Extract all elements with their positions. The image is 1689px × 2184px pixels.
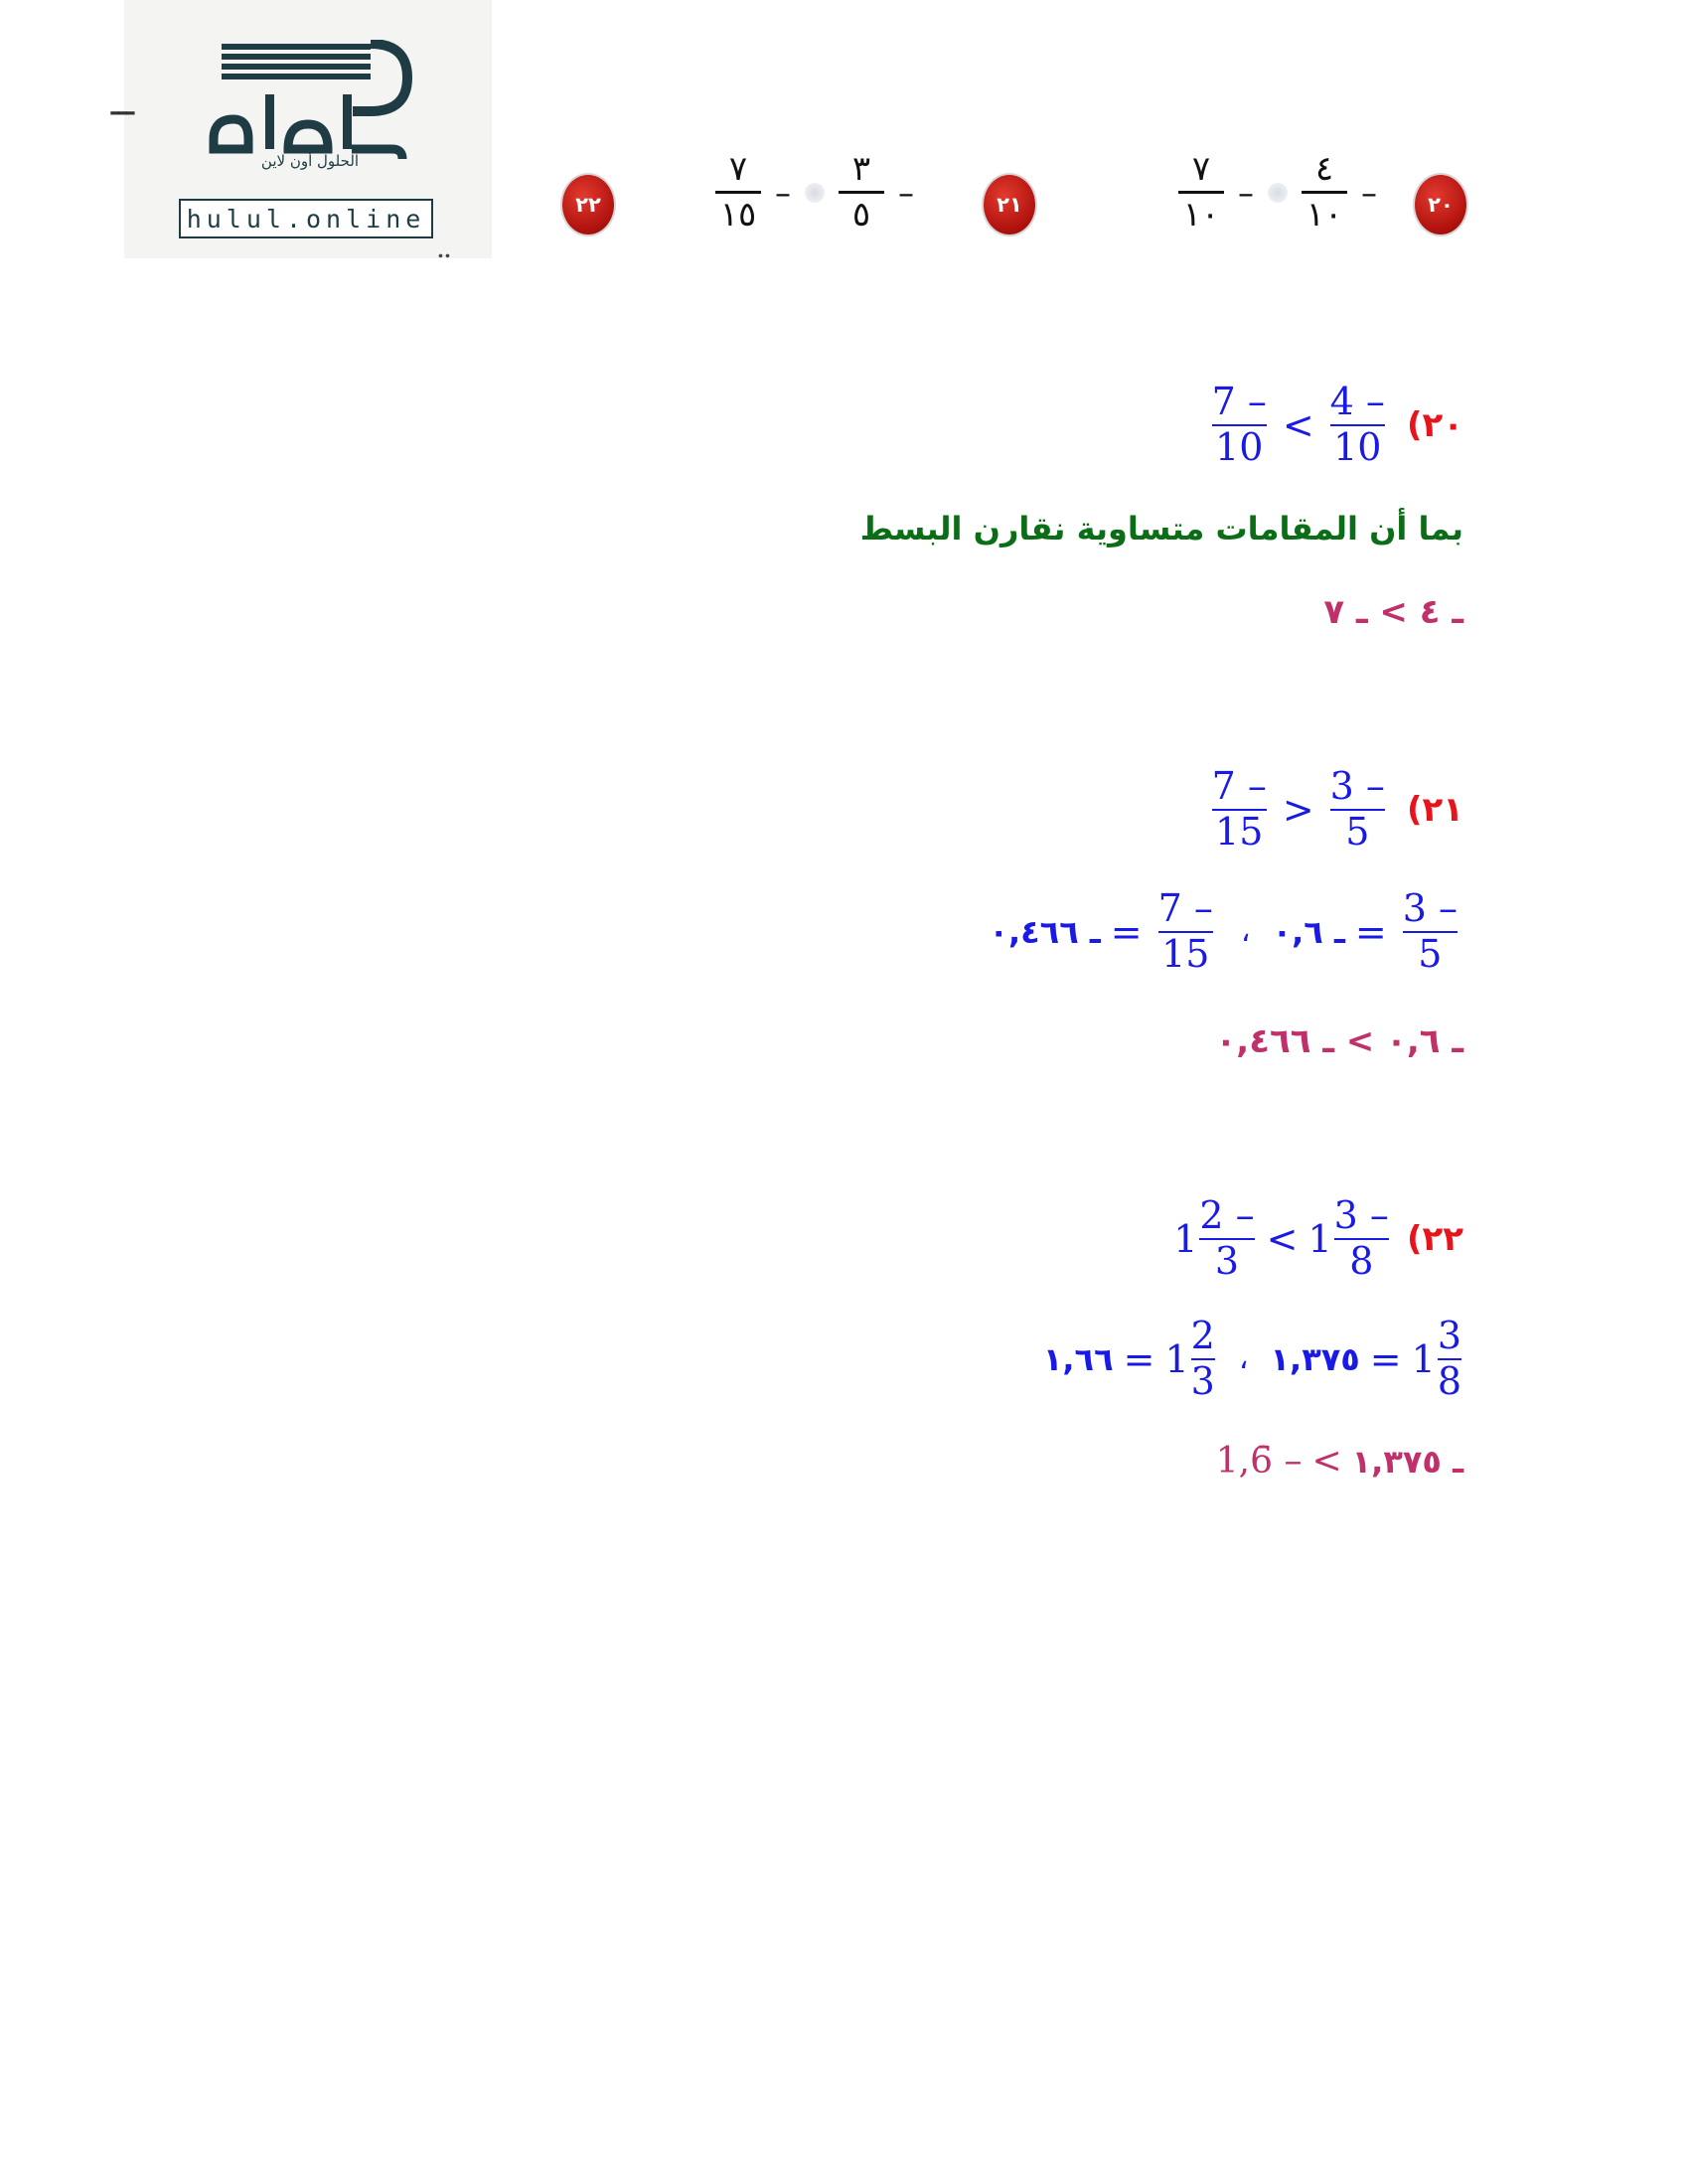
separator: ، bbox=[1238, 1341, 1249, 1377]
q21-statement bbox=[1206, 764, 1463, 854]
comparison-sign: > bbox=[1282, 787, 1314, 832]
q20-note: بما أن المقامات متساوية نقارن البسط bbox=[859, 510, 1463, 547]
q20-statement bbox=[1206, 380, 1463, 469]
exercise-badge-22: ٢٢ bbox=[562, 175, 614, 234]
mixed-number: 1 $\frac{3 -}{8}$ bbox=[1307, 1193, 1389, 1283]
separator: ، bbox=[1240, 914, 1251, 950]
decimal-value: ـ ٠,٦ bbox=[1272, 912, 1345, 951]
header-fraction: ٧ ١٥ bbox=[715, 151, 761, 234]
exercise-badge-21: ٢١ bbox=[984, 175, 1035, 234]
mixed-number: 1 $\frac{2}{3}$ bbox=[1164, 1314, 1215, 1403]
q21-result: ـ ٠,٦ > ـ ٠,٤٦٦ bbox=[1215, 1021, 1463, 1061]
header-exercise-21 bbox=[715, 151, 914, 234]
decimal-value: ١,٦٦ bbox=[1042, 1339, 1114, 1378]
exercise-badge-20: ٢٠ bbox=[1415, 175, 1466, 234]
decimal-value: ١,٣٧٥ bbox=[1270, 1339, 1360, 1378]
question-label: ٢١) bbox=[1406, 789, 1463, 830]
q20-result: ـ ٤ > ـ ٧ bbox=[1323, 592, 1463, 632]
q22-result bbox=[1216, 1441, 1463, 1482]
minus-sign: – bbox=[898, 173, 914, 212]
minus-sign: – bbox=[1238, 173, 1254, 212]
mixed-number: 1 $\frac{3}{8}$ bbox=[1411, 1314, 1461, 1403]
fraction: $\frac{3 -}{5}$ bbox=[1402, 886, 1458, 976]
q22-conversions bbox=[1042, 1314, 1463, 1403]
decimal-value: ـ ١,٣٧٥ bbox=[1351, 1442, 1463, 1481]
q22-statement bbox=[1173, 1193, 1463, 1283]
fraction: $\frac{7 -}{15}$ bbox=[1157, 886, 1213, 976]
edge-mark: ـــ bbox=[111, 91, 134, 121]
bottom-mark: .. bbox=[437, 238, 451, 262]
decimal-value: ـ ٠,٤٦٦ bbox=[989, 912, 1101, 951]
fraction: $\frac{7 -}{15}$ bbox=[1211, 764, 1267, 854]
header-fraction: ٣ ٥ bbox=[839, 151, 884, 234]
comparison-sign: < bbox=[1282, 402, 1314, 447]
logo-url[interactable]: hulul.online bbox=[179, 199, 433, 238]
equals-sign: = bbox=[1354, 909, 1387, 954]
answer-slot[interactable] bbox=[1268, 183, 1288, 203]
header-exercise-20 bbox=[1178, 151, 1377, 234]
hulul-logo-icon bbox=[204, 40, 412, 169]
equals-sign: = bbox=[1110, 909, 1143, 954]
comparison-sign: < bbox=[1311, 1441, 1342, 1482]
fraction: $\frac{3 -}{5}$ bbox=[1329, 764, 1385, 854]
equals-sign: = bbox=[1369, 1336, 1402, 1381]
question-label: ٢٠) bbox=[1406, 404, 1463, 445]
minus-sign: – bbox=[1361, 173, 1377, 212]
q21-conversions bbox=[989, 886, 1463, 976]
mixed-number: 1 $\frac{2 -}{3}$ bbox=[1173, 1193, 1255, 1283]
answer-slot[interactable] bbox=[805, 183, 825, 203]
fraction: $\frac{4 -}{10}$ bbox=[1329, 380, 1385, 469]
question-label: ٢٢) bbox=[1406, 1218, 1463, 1259]
equals-sign: = bbox=[1123, 1336, 1155, 1381]
header-fraction: ٤ ١٠ bbox=[1302, 151, 1347, 234]
minus-sign: – bbox=[775, 173, 791, 212]
comparison-sign: < bbox=[1266, 1216, 1299, 1261]
repeating-decimal: 1,6̄ – bbox=[1215, 1441, 1303, 1482]
fraction: $\frac{7 -}{10}$ bbox=[1211, 380, 1267, 469]
logo-tagline: الحلول أون لاين bbox=[260, 152, 360, 170]
header-fraction: ٧ ١٠ bbox=[1178, 151, 1224, 234]
